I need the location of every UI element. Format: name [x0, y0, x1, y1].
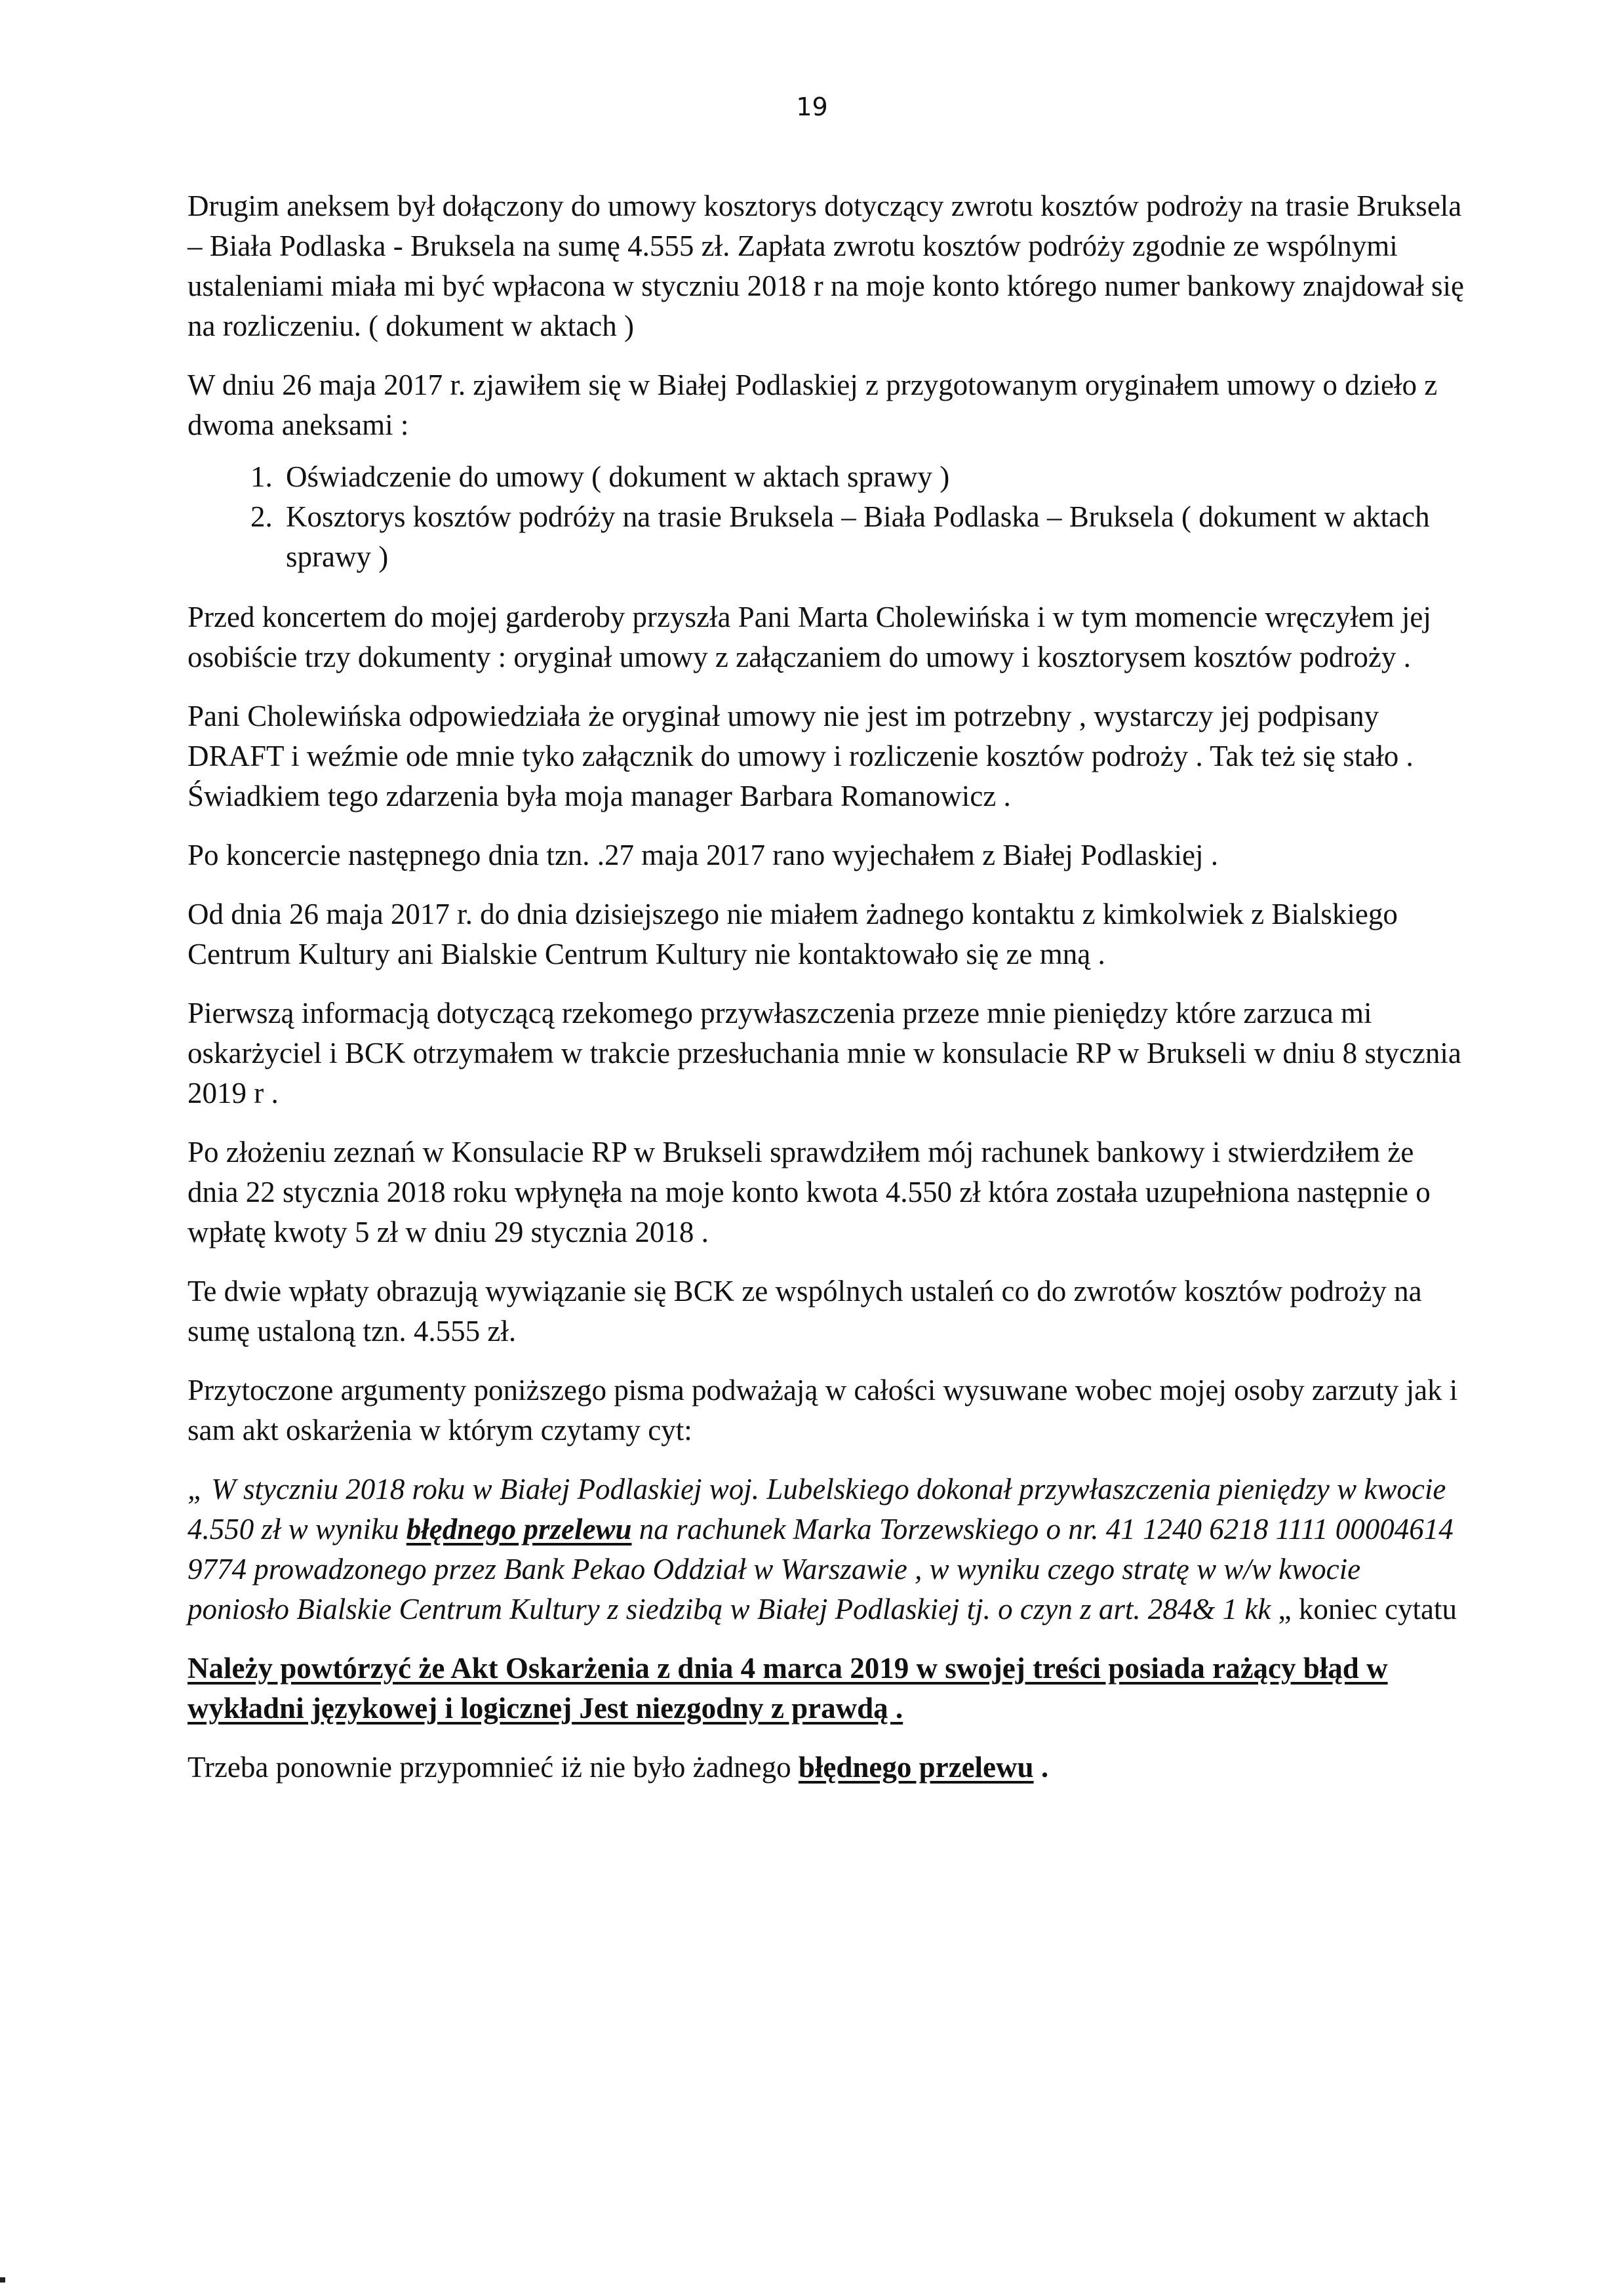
paragraph-arrival: W dniu 26 maja 2017 r. zjawiłem się w Białej Podlaskiej z przygotowanym oryginałem umowy o dzieło z dwoma aneksami : [188, 369, 1438, 441]
paragraph-no-contact: Od dnia 26 maja 2017 r. do dnia dzisiejszego nie miałem żadnego kontaktu z kimkolwiek z Bialskiego Centrum Kultury ani Bialskie Centrum Kultury nie kontaktowało się ze mną . [188, 898, 1398, 970]
list-item-text: Oświadczenie do umowy ( dokument w aktach sprawy ) [286, 460, 950, 493]
final-text: Trzeba ponownie przypomnieć iż nie było żadnego [188, 1751, 799, 1784]
final-ending: . [1033, 1751, 1049, 1784]
list-item-number: 2. [250, 500, 273, 533]
list-item-number: 1. [250, 460, 273, 493]
paragraph-first-information: Pierwszą informacją dotyczącą rzekomego przywłaszczenia przeze mnie pieniędzy które zarzuca mi oskarżyciel i BCK otrzymałem w trakcie przesłuchania mnie w konsulacie RP w Brukseli w dniu 8 stycznia 2019 r . [188, 997, 1461, 1109]
paragraph-cholewinska-response: Pani Cholewińska odpowiedziała że oryginał umowy nie jest im potrzebny , wystarczy jej podpisany DRAFT i weźmie ode mnie tyko załącznik do umowy i rozliczenie kosztów podroży . Tak też się stało . Świadkiem tego zdarzenia była moja manager Barbara Romanowicz . [188, 700, 1414, 812]
paragraph-annex-cost-estimate: Drugim aneksem był dołączony do umowy kosztorys dotyczący zwrotu kosztów podroży na trasie Bruksela – Biała Podlaska - Bruksela na sumę 4.555 zł. Zapłata zwrotu kosztów podróży zgodnie ze wspólnymi ustaleniami miała mi być wpłacona w styczniu 2018 r na moje konto którego numer bankowy znajdował się na rozliczeniu. ( dokument w aktach ) [188, 190, 1464, 342]
list-item [250, 457, 1466, 497]
quote-ending: „ koniec cytatu [1271, 1593, 1457, 1626]
quote-text-continued: na rachunek Marka Torzewskiego o nr. 41 1240 6218 1111 00004614 9774 prowadzonego przez Bank Pekao Oddział w Warszawie , w wyniku czego stratę w w/w kwocie poniosło Bialskie Centrum Kultury z siedzibą w Białej Podlaskiej tj. o czyn z art. 284& 1 kk [188, 1513, 1454, 1626]
paragraph-documents-handover: Przed koncertem do mojej garderoby przyszła Pani Marta Cholewińska i w tym momencie wręczyłem jej osobiście trzy dokumenty : oryginał umowy z załączaniem do umowy i kosztorysem kosztów podroży . [188, 601, 1431, 673]
indictment-quote [188, 1469, 1466, 1629]
paragraph-arguments: Przytoczone argumenty poniższego pisma podważają w całości wysuwane wobec mojej osoby zarzuty jak i sam akt oskarżenia w którym czytamy cyt: [188, 1374, 1458, 1447]
annex-list [188, 457, 1466, 577]
paragraph-bank-check: Po złożeniu zeznań w Konsulacie RP w Brukseli sprawdziłem mój rachunek bankowy i stwierdziłem że dnia 22 stycznia 2018 roku wpłynęła na moje konto kwota 4.550 zł która została uzupełniona następnie o wpłatę kwoty 5 zł w dniu 29 stycznia 2018 . [188, 1136, 1431, 1248]
scan-mark [0, 2277, 5, 2283]
list-item-text: Kosztorys kosztów podróży na trasie Bruksela – Biała Podlaska – Bruksela ( dokument w aktach sprawy ) [286, 500, 1430, 573]
emphasis-paragraph: Należy powtórzyć że Akt Oskarżenia z dnia 4 marca 2019 w swojej treści posiada rażący błąd w wykładni językowej i logicznej Jest niezgodny z prawdą . [188, 1652, 1388, 1725]
page-number: 19 [796, 92, 828, 121]
paragraph-departure: Po koncercie następnego dnia tzn. .27 maja 2017 rano wyjechałem z Białej Podlaskiej . [188, 839, 1219, 871]
document-body [188, 186, 1466, 1806]
quote-text: „ W styczniu 2018 roku w Białej Podlaskiej woj. Lubelskiego dokonał przywłaszczenia pieniędzy w kwocie 4.550 zł w wyniku [188, 1473, 1446, 1546]
list-item [250, 497, 1466, 577]
paragraph-payments: Te dwie wpłaty obrazują wywiązanie się BCK ze wspólnych ustaleń co do zwrotów kosztów podroży na sumę ustaloną tzn. 4.555 zł. [188, 1275, 1422, 1347]
final-emphasis: błędnego przelewu [798, 1751, 1034, 1784]
final-paragraph [188, 1747, 1466, 1787]
quote-emphasis: błędnego przelewu [406, 1513, 632, 1546]
